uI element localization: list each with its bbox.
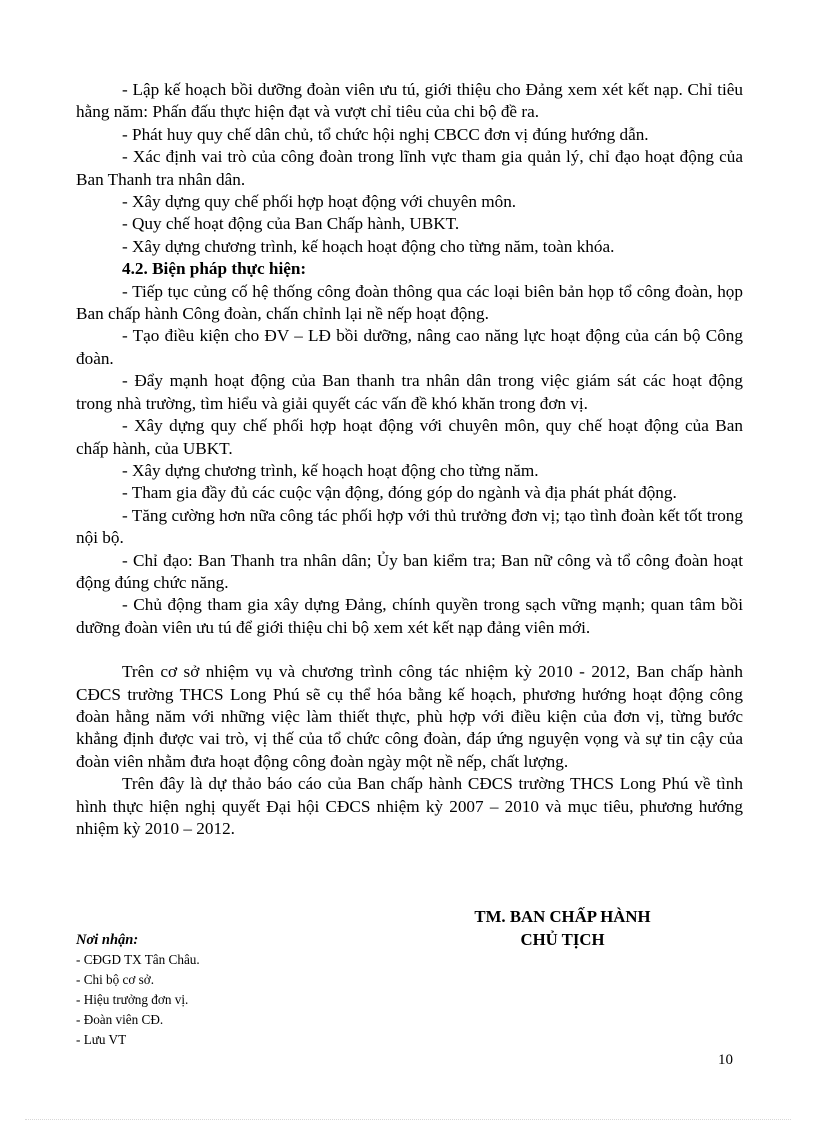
list-item: - CĐGD TX Tân Châu. — [76, 952, 200, 967]
paragraph-spacer — [76, 639, 743, 661]
recipients-list — [76, 950, 336, 1050]
paragraph: - Quy chế hoạt động của Ban Chấp hành, UBKT. — [122, 214, 460, 234]
paragraph: - Lập kế hoạch bồi dưỡng đoàn viên ưu tú, giới thiệu cho Đảng xem xét kết nạp. Chỉ tiêu hằng năm: Phấn đấu thực hiện đạt và vượt chỉ tiêu của chi bộ đề ra. — [76, 80, 743, 122]
paragraph: - Chỉ đạo: Ban Thanh tra nhân dân; Ủy ban kiểm tra; Ban nữ công và tổ công đoàn hoạt động đúng chức năng. — [76, 550, 743, 592]
page-number: 10 — [718, 1052, 733, 1068]
paragraph: Trên cơ sở nhiệm vụ và chương trình công tác nhiệm kỳ 2010 - 2012, Ban chấp hành CĐCS trường THCS Long Phú sẽ cụ thể hóa bằng kế hoạch, phương hướng hoạt động công đoàn hằng năm với những việc làm thiết thực, phù hợp với điều kiện của đơn vị, từng bước khẳng định được vai trò, vị thế của tổ chức công đoàn, đáp ứng nguyện vọng và sự tin cậy của đoàn viên nhằm đưa hoạt động công đoàn ngày một nề nếp, chất lượng. — [76, 662, 743, 771]
signature-role: CHỦ TỊCH — [520, 930, 605, 949]
paragraph: - Tăng cường hơn nữa công tác phối hợp với thủ trưởng đơn vị; tạo tình đoàn kết tốt trong nội bộ. — [76, 505, 743, 548]
paragraph: - Tham gia đầy đủ các cuộc vận động, đóng góp do ngành và địa phát phát động. — [122, 483, 677, 503]
paragraph: - Xác định vai trò của công đoàn trong lĩnh vực tham gia quản lý, chỉ đạo hoạt động của Ban Thanh tra nhân dân. — [76, 147, 743, 189]
paragraph: - Xây dựng quy chế phối hợp hoạt động với chuyên môn, quy chế hoạt động của Ban chấp hành, của UBKT. — [76, 416, 743, 458]
paragraph: - Tiếp tục củng cố hệ thống công đoàn thông qua các loại biên bản họp tổ công đoàn, họp Ban chấp hành Công đoàn, chấn chỉnh lại nề nếp hoạt động. — [76, 281, 743, 324]
paragraph: - Tạo điều kiện cho ĐV – LĐ bồi dưỡng, nâng cao năng lực hoạt động của cán bộ Công đoàn. — [76, 326, 743, 368]
paragraph: - Xây dựng chương trình, kế hoạch hoạt động cho từng năm, toàn khóa. — [122, 236, 615, 256]
signature-title: TM. BAN CHẤP HÀNH — [474, 907, 651, 926]
paragraph: - Xây dựng quy chế phối hợp hoạt động với chuyên môn. — [122, 192, 517, 212]
recipients-title: Nơi nhận: — [76, 932, 139, 948]
document-body — [76, 79, 743, 840]
list-item: - Đoàn viên CĐ. — [76, 1012, 164, 1027]
list-item: - Chi bộ cơ sở. — [76, 972, 155, 987]
paragraph: - Chủ động tham gia xây dựng Đảng, chính quyền trong sạch vững mạnh; quan tâm bồi dưỡng đoàn viên ưu tú để giới thiệu chi bộ xem xét kết nạp đảng viên mới. — [76, 595, 743, 637]
list-item: - Lưu VT — [76, 1032, 127, 1047]
footer-divider — [25, 1119, 791, 1120]
list-item: - Hiệu trưởng đơn vị. — [76, 992, 189, 1007]
paragraph: - Xây dựng chương trình, kế hoạch hoạt động cho từng năm. — [122, 460, 539, 480]
paragraph: Trên đây là dự thảo báo cáo của Ban chấp hành CĐCS trường THCS Long Phú về tình hình thực hiện nghị quyết Đại hội CĐCS nhiệm kỳ 2007 – 2010 và mục tiêu, phương hướng nhiệm kỳ 2010 – 2012. — [76, 774, 743, 838]
paragraph: - Đẩy mạnh hoạt động của Ban thanh tra nhân dân trong việc giám sát các hoạt động trong nhà trường, tìm hiểu và giải quyết các vấn đề khó khăn trong đơn vị. — [76, 371, 743, 413]
paragraph: - Phát huy quy chế dân chủ, tổ chức hội nghị CBCC đơn vị đúng hướng dẫn. — [122, 124, 649, 144]
signature-block — [440, 905, 685, 951]
section-heading: 4.2. Biện pháp thực hiện: — [122, 259, 307, 279]
recipients-block — [76, 930, 336, 1050]
